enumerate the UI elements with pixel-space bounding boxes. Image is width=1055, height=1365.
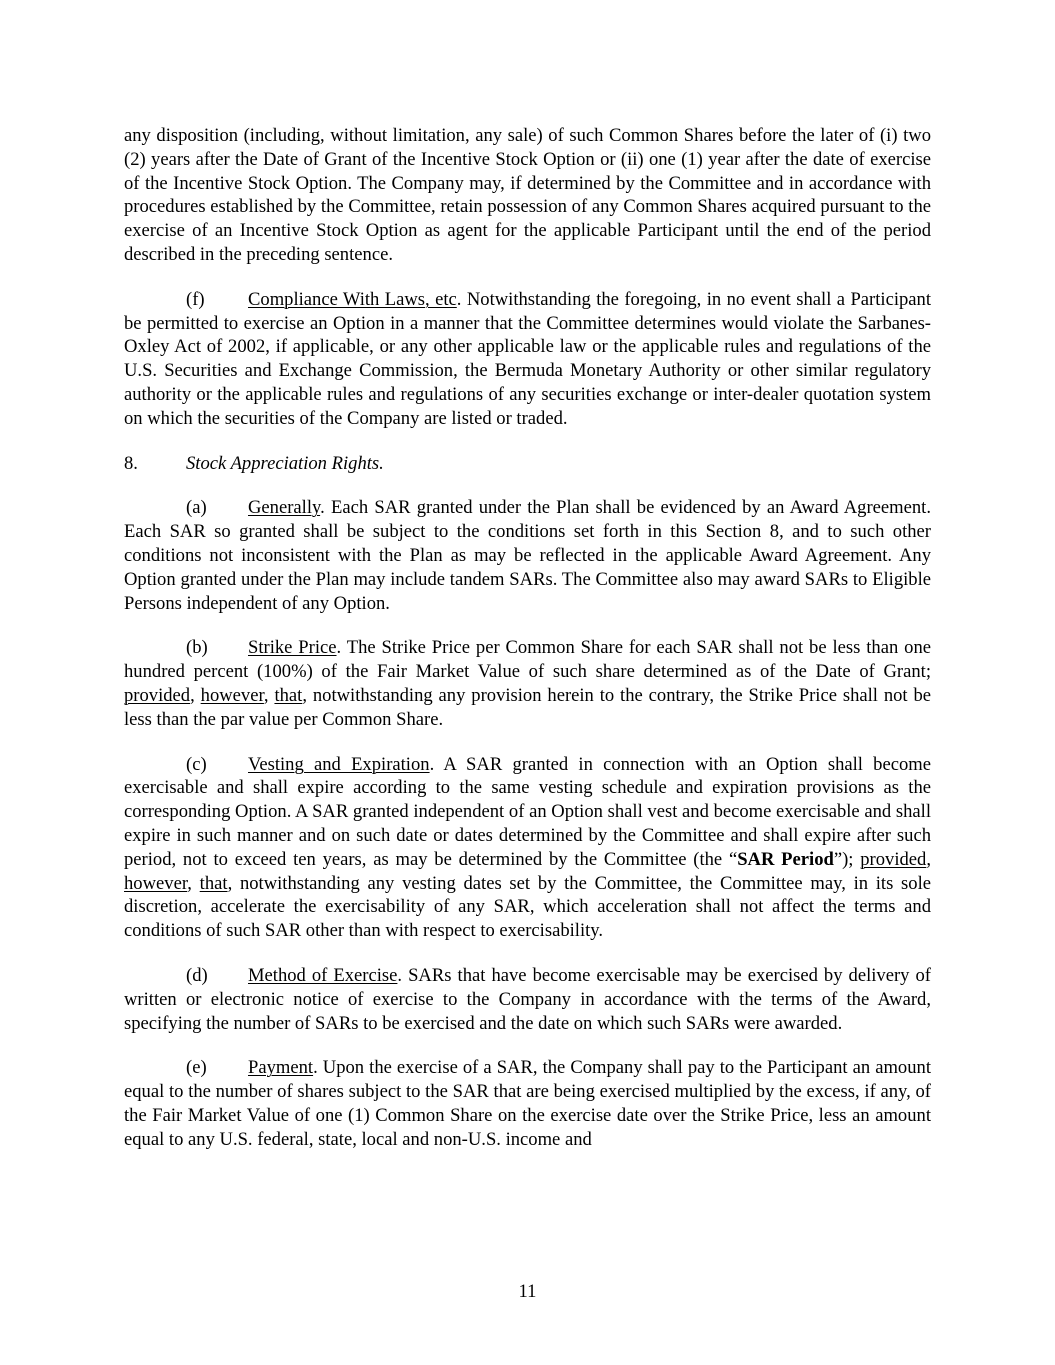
paragraph-marker: (a) (186, 497, 207, 519)
proviso-provided: provided (124, 684, 191, 706)
paragraph-8b: (b) Strike Price. The Strike Price per Common Share for each SAR shall not be less than one hundred percent (100%) of the Fair Market Value of such share determined as of the Date of Grant; provided, however, that, notwithstanding any provision herein to the contrary, the Strike Price shall not be less than the par value per Common Share. (124, 637, 932, 730)
paragraph-7f: (f) Compliance With Laws, etc. Notwithstanding the foregoing, in no event shall a Participant be permitted to exercise an Option in a manner that the Committee determines would violate the Sarbanes-Oxley Act of 2002, if applicable, or any other applicable law or the applicable rules and regulations of the U.S. Securities and Exchange Commission, the Bermuda Monetary Authority or other similar regulatory authority or the applicable rules and regulations of any securities exchange or inter-dealer quotation system on which the securities of the Company are listed or traded. (124, 288, 931, 429)
defined-term: SAR Period (737, 848, 834, 870)
section-8-heading: 8. Stock Appreciation Rights. (124, 452, 384, 474)
section-number: 8. (124, 452, 138, 474)
paragraph-heading: Generally (248, 497, 321, 519)
paragraph-marker: (e) (186, 1057, 207, 1079)
paragraph-7e-continued: any disposition (including, without limitation, any sale) of such Common Shares before the later of (i) two (2) years after the Date of Grant of the Incentive Stock Option or (ii) one (1) year after the date of exercise of the Incentive Stock Option. The Company may, if determined by the Committee and in accordance with procedures established by the Committee, retain possession of any Common Shares acquired pursuant to the exercise of an Incentive Stock Option as agent for the applicable Participant until the end of the period described in the preceding sentence. (124, 125, 931, 265)
paragraph-8a: (a) Generally. Each SAR granted under the Plan shall be evidenced by an Award Agreement. Each SAR so granted shall be subject to the conditions set forth in this Section 8, and to such other conditions not inconsistent with the Plan as may be reflected in the applicable Award Agreement. Any Option granted under the Plan may include tandem SARs. The Committee also may award SARs to Eligible Persons independent of any Option. (124, 497, 931, 614)
page-number: 11 (518, 1281, 537, 1302)
paragraph-heading: Compliance With Laws, etc (248, 288, 457, 310)
proviso-that: that (274, 684, 303, 706)
paragraph-heading: Strike Price (248, 637, 337, 659)
proviso-that: that (199, 872, 228, 894)
paragraph-marker: (f) (186, 288, 205, 310)
paragraph-8d: (d) Method of Exercise. SARs that have become exercisable may be exercised by delivery of written or electronic notice of exercise to the Company in accordance with the terms of the Award, specifying the number of SARs to be exercised and the date on which such SARs were awarded. (124, 964, 931, 1034)
section-title: Stock Appreciation Rights (186, 452, 380, 474)
document-body (124, 124, 931, 1151)
paragraph-8e: (e) Payment. Upon the exercise of a SAR, the Company shall pay to the Participant an amount equal to the number of shares subject to the SAR that are being exercised multiplied by the excess, if any, of the Fair Market Value of one (1) Common Share on the exercise date over the Strike Price, less an amount equal to any U.S. federal, state, local and non-U.S. income and (124, 1057, 931, 1150)
paragraph-heading: Payment (248, 1057, 314, 1079)
proviso-however: however (124, 872, 188, 894)
proviso-provided: provided (860, 848, 927, 870)
paragraph-marker: (c) (186, 753, 207, 775)
paragraph-marker: (b) (186, 637, 208, 659)
paragraph-8c: (c) Vesting and Expiration. A SAR granted in connection with an Option shall become exercisable and shall expire according to the same vesting schedule and expiration provisions as the corresponding Option. A SAR granted independent of an Option shall vest and become exercisable and shall expire in such manner and on such date or dates determined by the Committee and shall expire after such period, not to exceed ten years, as may be determined by the Committee (the “SAR Period”); provided, however, that, notwithstanding any vesting dates set by the Committee, the Committee may, in its sole discretion, accelerate the exercisability of any SAR, which acceleration shall not affect the terms and conditions of such SAR other than with respect to exercisability. (124, 753, 932, 942)
proviso-however: however (200, 684, 264, 706)
paragraph-heading: Method of Exercise (248, 964, 398, 986)
paragraph-heading: Vesting and Expiration (248, 753, 430, 775)
paragraph-marker: (d) (186, 964, 208, 986)
